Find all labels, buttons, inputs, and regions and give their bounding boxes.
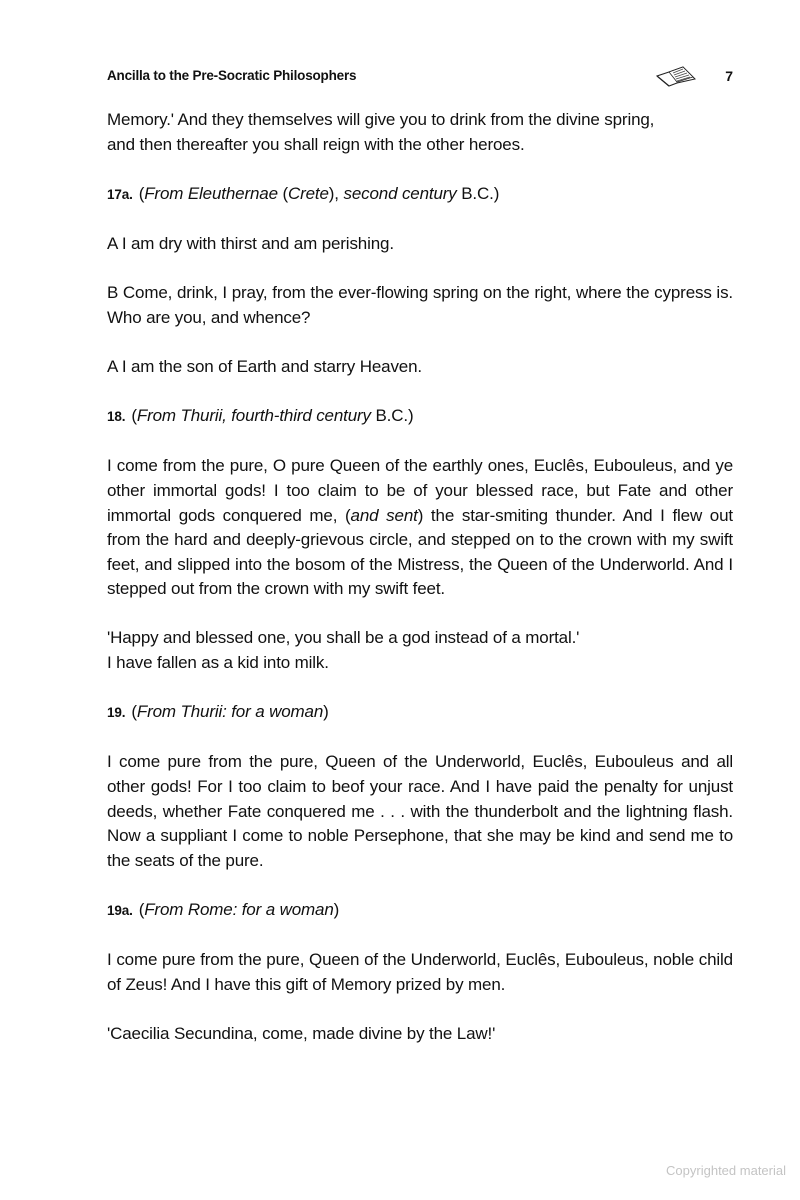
- closing-line-1: 'Happy and blessed one, you shall be a god instead of a mortal.': [107, 628, 580, 648]
- entry-place: From Eleuthernae: [144, 183, 278, 203]
- entry-source: From Thurii, fourth-third century: [136, 406, 371, 426]
- opening-line-1: Memory.' And they themselves will give you to drink from the divine spring,: [107, 110, 655, 129]
- entry-19a-heading: [107, 898, 733, 924]
- page-body: [107, 108, 733, 1071]
- entry-19a-closing: 'Caecilia Secundina, come, made divine by the Law!': [107, 1023, 496, 1043]
- paren: ),: [328, 183, 344, 203]
- dialogue-line-a2: A I am the son of Earth and starry Heaven.: [107, 356, 422, 376]
- text-run: I come from the pure, O pure Queen of the earthly ones, Euclês, Eubouleus, and ye other immortal gods! I too claim to be of your blessed race, but Fate and other immortal gods conquered me, (: [107, 456, 733, 525]
- italic-run: and sent: [350, 505, 418, 525]
- paren: ): [333, 900, 340, 919]
- running-title: Ancilla to the Pre-Socratic Philosophers: [107, 68, 357, 83]
- entry-number: 19a.: [107, 903, 133, 918]
- paren: ): [323, 702, 329, 722]
- entry-number: 17a.: [107, 186, 133, 202]
- paren: B.C.): [456, 183, 500, 203]
- entry-17a-heading: [107, 182, 733, 208]
- paren: (: [131, 406, 137, 426]
- paren: B.C.): [370, 406, 414, 426]
- opening-paragraph: [107, 108, 733, 157]
- entry-18-paragraph: [107, 454, 733, 602]
- entry-18-heading: [107, 404, 733, 430]
- dialogue-line-a: A I am dry with thirst and am perishing.: [107, 233, 394, 253]
- dialogue-line-b: B Come, drink, I pray, from the ever-flowing spring on the right, where the cypress is. Who are you, and whence?: [107, 283, 733, 327]
- closing-line-2: I have fallen as a kid into milk.: [107, 653, 329, 673]
- entry-19a-paragraph: I come pure from the pure, Queen of the Underworld, Euclês, Eubouleus, noble child of Zeus! And I have this gift of Memory prized by men.: [107, 950, 733, 994]
- text-run: ) the star-smiting thunder. And I flew out from the hard and deeply-grievous circle, and stepped on to the crown with my swift feet, and slipped into the bosom of the Mistress, the Queen of the Underworld. And I stepped out from the crown with my swift feet.: [107, 505, 733, 599]
- paren: (: [277, 183, 288, 203]
- paren: (: [131, 702, 137, 722]
- entry-date: second century: [343, 183, 457, 203]
- entry-18-closing: [107, 626, 733, 675]
- opening-line-2: and then thereafter you shall reign with the other heroes.: [107, 134, 525, 154]
- entry-source: From Rome: for a woman: [144, 900, 334, 919]
- entry-number: 19.: [107, 705, 126, 721]
- paren: (: [138, 900, 145, 919]
- entry-number: 18.: [107, 409, 126, 425]
- page-header: [107, 66, 735, 90]
- entry-19-paragraph: I come pure from the pure, Queen of the Underworld, Euclês, Eubouleus and all other gods! For I too claim to beof your race. And I have paid the penalty for unjust deeds, whether Fate conquered me . . . with the thunderbolt and the lightning flash. Now a suppliant I come to noble Persephone, that she may be kind and send me to the seats of the pure.: [107, 752, 733, 870]
- entry-source: From Thurii: for a woman: [136, 702, 324, 722]
- page-number: 7: [725, 68, 733, 84]
- open-book-icon: [655, 64, 699, 90]
- copyright-watermark: Copyrighted material: [666, 1163, 786, 1178]
- entry-19-heading: [107, 700, 733, 726]
- paren: (: [138, 183, 145, 203]
- entry-region: Crete: [287, 183, 329, 203]
